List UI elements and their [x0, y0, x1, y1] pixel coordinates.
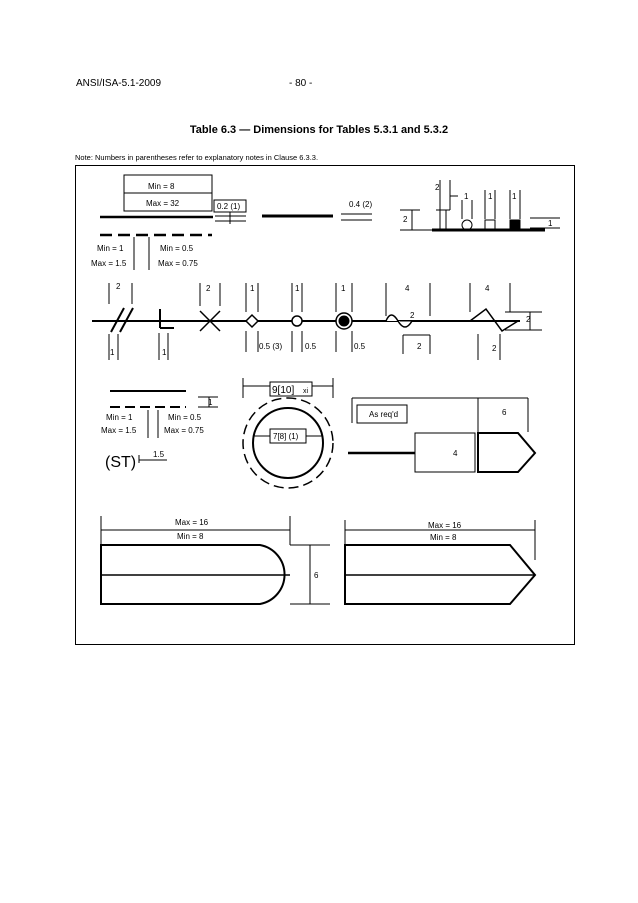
svg-text:6: 6 — [314, 571, 319, 580]
connector-symbol-dimension — [348, 398, 535, 472]
svg-text:1: 1 — [162, 348, 167, 357]
label-max075-b: Max = 0.75 — [164, 426, 204, 435]
line-symbols-row — [92, 282, 542, 360]
svg-text:4: 4 — [485, 284, 490, 293]
svg-text:1: 1 — [208, 398, 213, 407]
svg-text:1: 1 — [488, 192, 493, 201]
table-title: Table 6.3 — Dimensions for Tables 5.3.1 and 5.3.2 — [189, 124, 449, 136]
document-standard-id: ANSI/ISA-5.1-2009 — [76, 78, 162, 89]
svg-text:1: 1 — [464, 192, 469, 201]
label-min8-a: Min = 8 — [177, 532, 204, 541]
svg-text:1: 1 — [295, 284, 300, 293]
label-max075: Max = 0.75 — [158, 259, 198, 268]
svg-text:2: 2 — [417, 342, 422, 351]
instrument-bubble-dimension — [243, 378, 333, 488]
svg-text:0.5 (3): 0.5 (3) — [259, 342, 283, 351]
label-outer-diameter: 9[10] — [272, 385, 295, 396]
svg-text:4: 4 — [453, 449, 458, 458]
svg-text:2: 2 — [492, 344, 497, 353]
svg-text:0.5: 0.5 — [305, 342, 317, 351]
signal-line-dimension — [214, 200, 372, 224]
label-04-2: 0.4 (2) — [349, 200, 373, 209]
label-02-1: 0.2 (1) — [217, 202, 241, 211]
instrument-lines-dimension — [101, 391, 218, 471]
svg-text:1: 1 — [548, 219, 553, 228]
label-as-reqd: As req'd — [369, 410, 399, 419]
svg-text:1.5: 1.5 — [153, 450, 165, 459]
label-min1: Min = 1 — [97, 244, 124, 253]
svg-text:1: 1 — [512, 192, 517, 201]
rounded-flow-arrow-dimension — [101, 516, 330, 604]
label-min8-b: Min = 8 — [430, 533, 457, 542]
pointed-flow-arrow-dimension — [345, 520, 535, 604]
label-max32: Max = 32 — [146, 199, 180, 208]
svg-text:0.5: 0.5 — [354, 342, 366, 351]
svg-text:1: 1 — [110, 348, 115, 357]
svg-text:2: 2 — [206, 284, 211, 293]
svg-text:1: 1 — [341, 284, 346, 293]
process-line-dimension — [91, 175, 213, 270]
svg-text:2: 2 — [116, 282, 121, 291]
label-max16-a: Max = 16 — [175, 518, 209, 527]
label-min05: Min = 0.5 — [160, 244, 194, 253]
page-number: - 80 - — [289, 78, 313, 89]
svg-text:4: 4 — [405, 284, 410, 293]
label-max15-b: Max = 1.5 — [101, 426, 137, 435]
svg-text:2: 2 — [403, 215, 408, 224]
svg-text:6: 6 — [502, 408, 507, 417]
label-inner-diameter: 7[8] (1) — [273, 432, 299, 441]
label-st: (ST) — [105, 454, 137, 471]
label-max15: Max = 1.5 — [91, 259, 127, 268]
label-min1-b: Min = 1 — [106, 413, 133, 422]
svg-text:xi: xi — [303, 388, 309, 395]
label-max16-b: Max = 16 — [428, 521, 462, 530]
svg-text:2: 2 — [435, 183, 440, 192]
svg-text:1: 1 — [250, 284, 255, 293]
label-min05-b: Min = 0.5 — [168, 413, 202, 422]
piping-symbols-dimension — [400, 180, 560, 230]
svg-text:2: 2 — [410, 311, 415, 320]
label-min8: Min = 8 — [148, 182, 175, 191]
svg-text:2: 2 — [526, 315, 531, 324]
table-note: Note: Numbers in parentheses refer to explanatory notes in Clause 6.3.3. — [75, 153, 319, 162]
